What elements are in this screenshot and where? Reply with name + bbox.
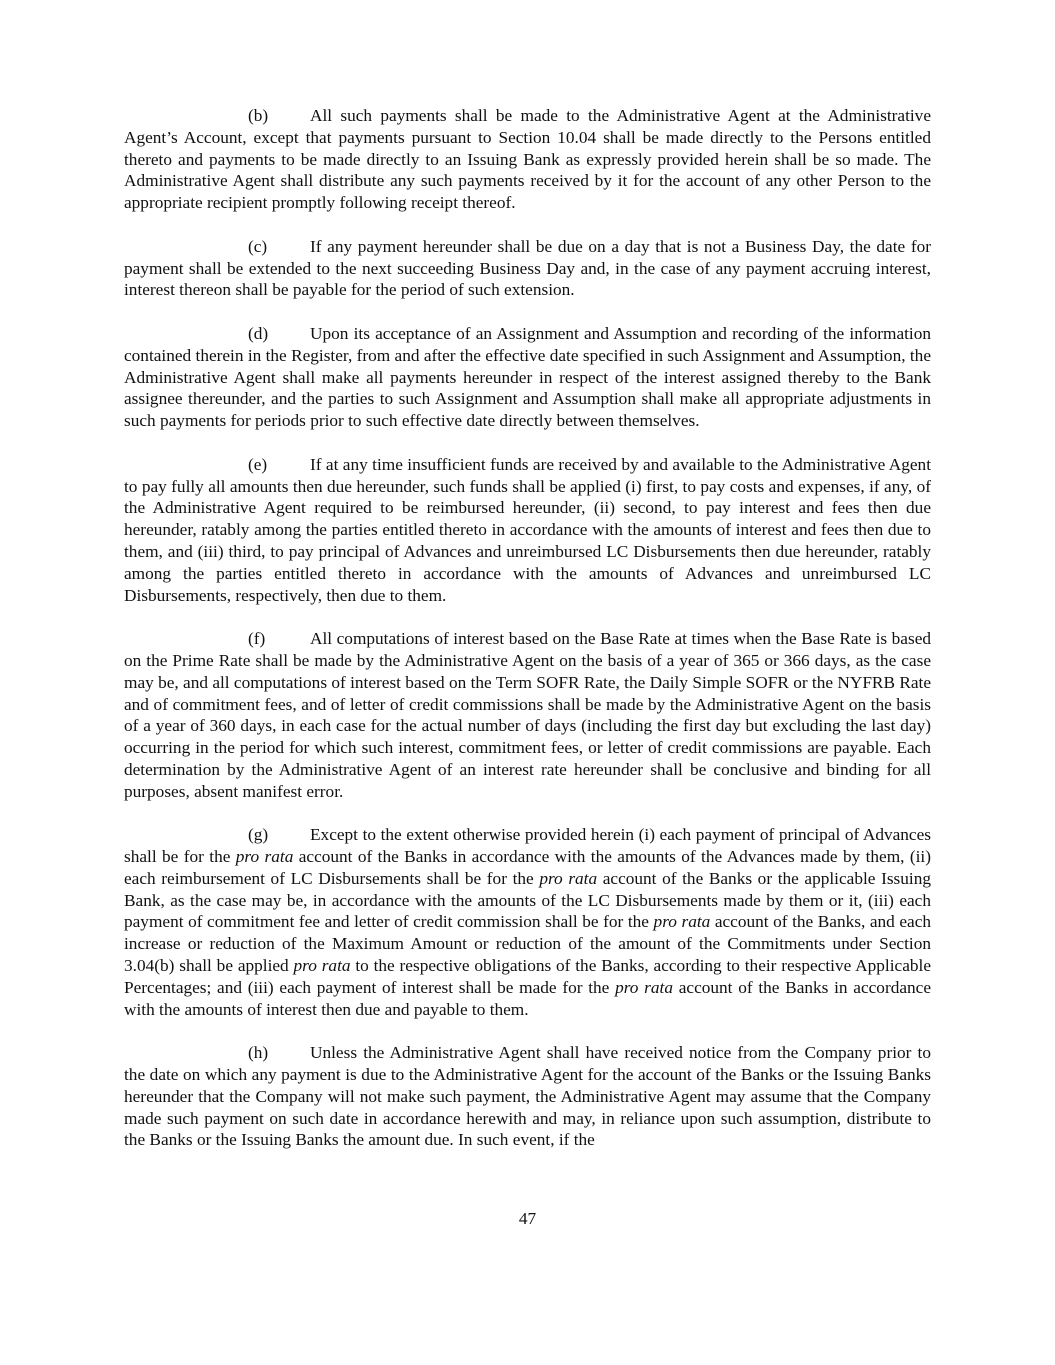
italic-text: pro rata: [293, 956, 351, 976]
paragraph-label: (f): [248, 629, 266, 649]
page-number: 47: [518, 1209, 537, 1228]
paragraph-label: (d): [248, 323, 269, 343]
paragraph: [124, 105, 931, 214]
paragraph-text: account of the Banks, and each increase or reduction of the Maximum Amount or reduction of the amount of the Commitments under Section 3.04(b) shall be applied: [124, 912, 932, 976]
paragraph-text: Upon its acceptance of an Assignment and Assumption and recording of the information contained therein in the Register, from and after the effective date specified in such Assignment and Assumption, the Administrative Agent shall make all payments hereunder in respect of the interest assigned thereby to the Bank assignee thereunder, and the parties to such Assignment and Assumption shall make all appropriate adjustments in such payments for periods prior to such effective date directly between themselves.: [124, 323, 931, 431]
paragraph-label: (h): [248, 1043, 269, 1063]
italic-text: pro rata: [539, 868, 598, 888]
paragraph: [124, 824, 931, 1020]
paragraph-label: (b): [248, 106, 269, 125]
paragraph-text: If any payment hereunder shall be due on a day that is not a Business Day, the date for payment shall be extended to the next succeeding Business Day and, in the case of any payment accruing interest, interest thereon shall be payable for the period of such extension.: [124, 236, 931, 300]
paragraph: [124, 454, 931, 607]
paragraph: [124, 628, 931, 802]
paragraph-label: (g): [248, 825, 269, 845]
paragraph-text: account of the Banks in accordance with the amounts of interest then due and payable to them.: [124, 977, 931, 1019]
paragraph-text: Except to the extent otherwise provided herein (i) each payment of principal of Advances shall be for the: [124, 825, 931, 867]
paragraph-text: account of the Banks in accordance with the amounts of the Advances made by them, (ii) each reimbursement of LC Disbursements shall be for the: [124, 847, 931, 888]
paragraph-text: Unless the Administrative Agent shall have received notice from the Company prior to the date on which any payment is due to the Administrative Agent for the account of the Banks or the Issuing Banks hereunder that the Company will not make such payment, the Administrative Agent may assume that the Company made such payment on such date in accordance herewith and may, in reliance upon such assumption, distribute to the Banks or the Issuing Banks the amount due. In such event, if the: [124, 1043, 931, 1150]
paragraph-list: [124, 105, 931, 1151]
paragraph-text: All computations of interest based on the Base Rate at times when the Base Rate is based on the Prime Rate shall be made by the Administrative Agent on the basis of a year of 365 or 366 days, as the case may be, and all computations of interest based on the Term SOFR Rate, the Daily Simple SOFR or the NYFRB Rate and of commitment fees, and of letter of credit commissions shall be made by the Administrative Agent on the basis of a year of 360 days, in each case for the actual number of days (including the first day but excluding the last day) occurring in the period for which such interest, commitment fees, or letter of credit commissions are payable. Each determination by the Administrative Agent of an interest rate hereunder shall be conclusive and binding for all purposes, absent manifest error.: [124, 629, 931, 801]
italic-text: pro rata: [235, 847, 294, 867]
paragraph-label: (e): [248, 454, 268, 474]
paragraph: [124, 1042, 931, 1151]
italic-text: pro rata: [615, 977, 673, 997]
paragraph-text: to the respective obligations of the Banks, according to their respective Applicable Percentages; and (iii) each payment of interest shall be made for the: [124, 956, 931, 997]
paragraph: [124, 323, 931, 432]
paragraph-text: If at any time insufficient funds are received by and available to the Administrative Agent to pay fully all amounts then due hereunder, such funds shall be applied (i) first, to pay costs and expenses, if any, of the Administrative Agent required to be reimbursed hereunder, (ii) second, to pay interest and fees then due hereunder, ratably among the parties entitled thereto in accordance with the amounts of interest and fees then due to them, and (iii) third, to pay principal of Advances and unreimbursed LC Disbursements then due hereunder, ratably among the parties entitled thereto in accordance with the amounts of Advances and unreimbursed LC Disbursements, respectively, then due to them.: [124, 454, 931, 605]
document-body: [124, 105, 931, 1173]
paragraph-text: account of the Banks or the applicable Issuing Bank, as the case may be, in accordance with the amounts of the LC Disbursements made by them or it, (iii) each payment of commitment fee and letter of credit commission shall be for the: [124, 868, 931, 932]
italic-text: pro rata: [653, 912, 711, 932]
paragraph-label: (c): [248, 236, 268, 256]
paragraph: [124, 236, 931, 301]
paragraph-text: All such payments shall be made to the Administrative Agent at the Administrative Agent’s Account, except that payments pursuant to Section 10.04 shall be made directly to the Persons entitled thereto and payments to be made directly to an Issuing Bank as expressly provided herein shall be so made. The Administrative Agent shall distribute any such payments received by it for the account of any other Person to the appropriate recipient promptly following receipt thereof.: [124, 106, 931, 213]
